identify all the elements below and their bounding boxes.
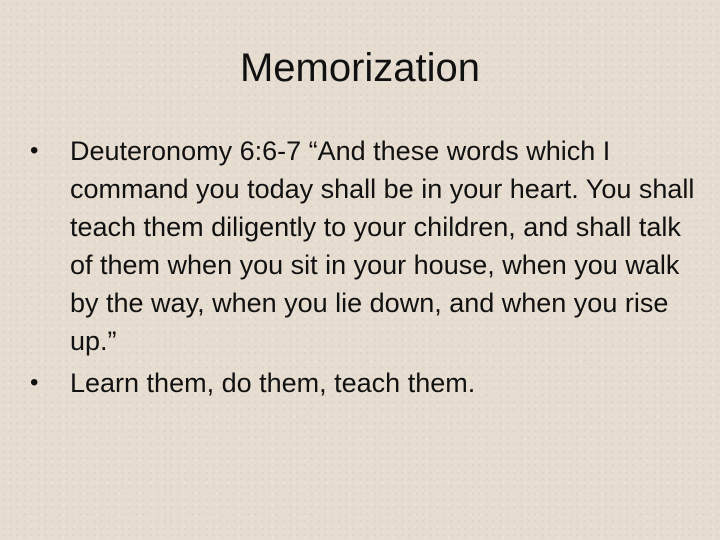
bullet-icon: • bbox=[30, 137, 39, 164]
bullet-item-summary bbox=[28, 364, 700, 402]
bullet-item-scripture bbox=[28, 132, 700, 360]
bullet-icon: • bbox=[30, 369, 39, 396]
bullet-text: Deuteronomy 6:6-7 “And these words which I command you today shall be in your heart. You shall teach them diligently to your children, and shall talk of them when you sit in your house, when you walk by the way, when you lie down, and when you rise up.” bbox=[70, 136, 695, 356]
bullet-text: Learn them, do them, teach them. bbox=[70, 368, 476, 398]
slide-title: Memorization bbox=[239, 46, 481, 90]
bullet-list bbox=[28, 132, 700, 406]
